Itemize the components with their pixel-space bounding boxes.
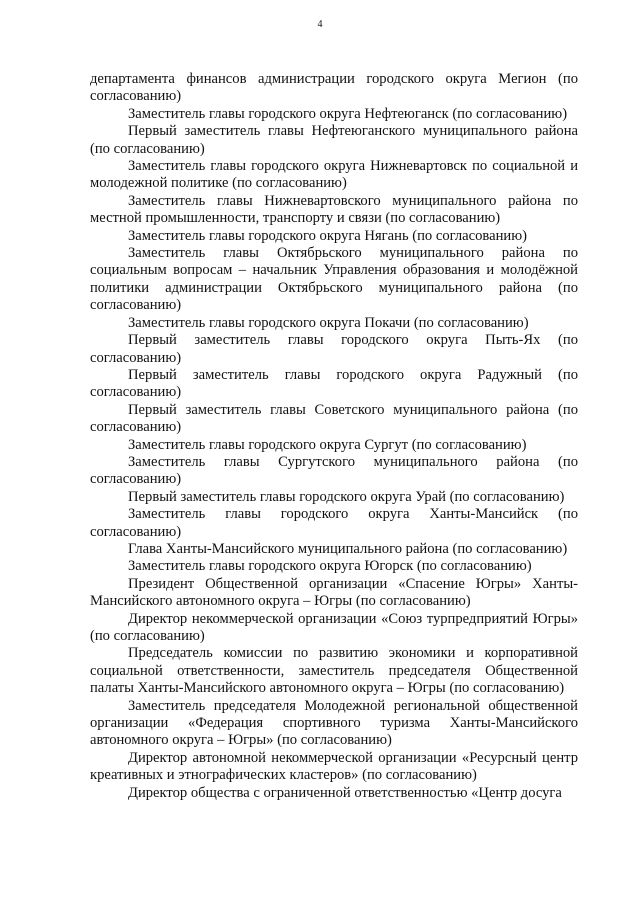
paragraph: Заместитель главы городского округа Нефтеюганск (по согласованию): [128, 105, 568, 122]
paragraph: Заместитель главы городского округа Ханты-Мансийск (по согласованию): [90, 506, 578, 540]
paragraph: Первый заместитель главы Советского муниципального района (по согласованию): [90, 401, 578, 436]
paragraph: департамента финансов администрации городского округа Мегион (по согласованию): [90, 71, 578, 105]
page-number: 4: [317, 19, 323, 30]
paragraph: Заместитель главы Октябрьского муниципального района по социальным вопросам – начальник Управления образования и молодёжной политики администрации Октябрьского муниципального района (по согласованию): [90, 245, 578, 314]
paragraph: Директор общества с ограниченной ответственностью «Центр досуга: [128, 784, 562, 801]
paragraph: Первый заместитель главы городского округа Пыть-Ях (по согласованию): [90, 332, 578, 366]
paragraph: Заместитель главы Сургутского муниципального района (по согласованию): [90, 453, 578, 488]
paragraph: Первый заместитель главы городского округа Радужный (по согласованию): [90, 366, 578, 401]
paragraph: Заместитель главы городского округа Покачи (по согласованию): [128, 314, 529, 331]
paragraph: Президент Общественной организации «Спасение Югры» Ханты-Мансийского автономного округа – Югры (по согласованию): [90, 575, 578, 610]
paragraph: Председатель комиссии по развитию экономики и корпоративной социальной ответственности, заместитель председателя Общественной палаты Ханты-Мансийского автономного округа – Югры (по согласованию): [90, 645, 578, 697]
paragraph: Заместитель главы Нижневартовского муниципального района по местной промышленности, транспорту и связи (по согласованию): [90, 192, 578, 227]
paragraph: Заместитель главы городского округа Нижневартовск по социальной и молодежной политике (по согласованию): [90, 158, 578, 192]
document-body: [90, 71, 578, 802]
paragraph: Первый заместитель главы городского округа Урай (по согласованию): [128, 488, 565, 505]
paragraph: Директор некоммерческой организации «Союз турпредприятий Югры» (по согласованию): [90, 610, 578, 644]
paragraph: Первый заместитель главы Нефтеюганского муниципального района (по согласованию): [90, 123, 578, 157]
paragraph: Заместитель главы городского округа Югорск (по согласованию): [128, 558, 532, 575]
paragraph: Директор автономной некоммерческой организации «Ресурсный центр креативных и этнографических кластеров» (по согласованию): [90, 749, 578, 784]
paragraph: Заместитель главы городского округа Сургут (по согласованию): [128, 436, 527, 453]
paragraph: Глава Ханты-Мансийского муниципального района (по согласованию): [128, 540, 568, 557]
paragraph: Заместитель председателя Молодежной региональной общественной организации «Федерация спортивного туризма Ханты-Мансийского автономного округа – Югры» (по согласованию): [90, 697, 578, 749]
paragraph: Заместитель главы городского округа Нягань (по согласованию): [128, 227, 527, 244]
